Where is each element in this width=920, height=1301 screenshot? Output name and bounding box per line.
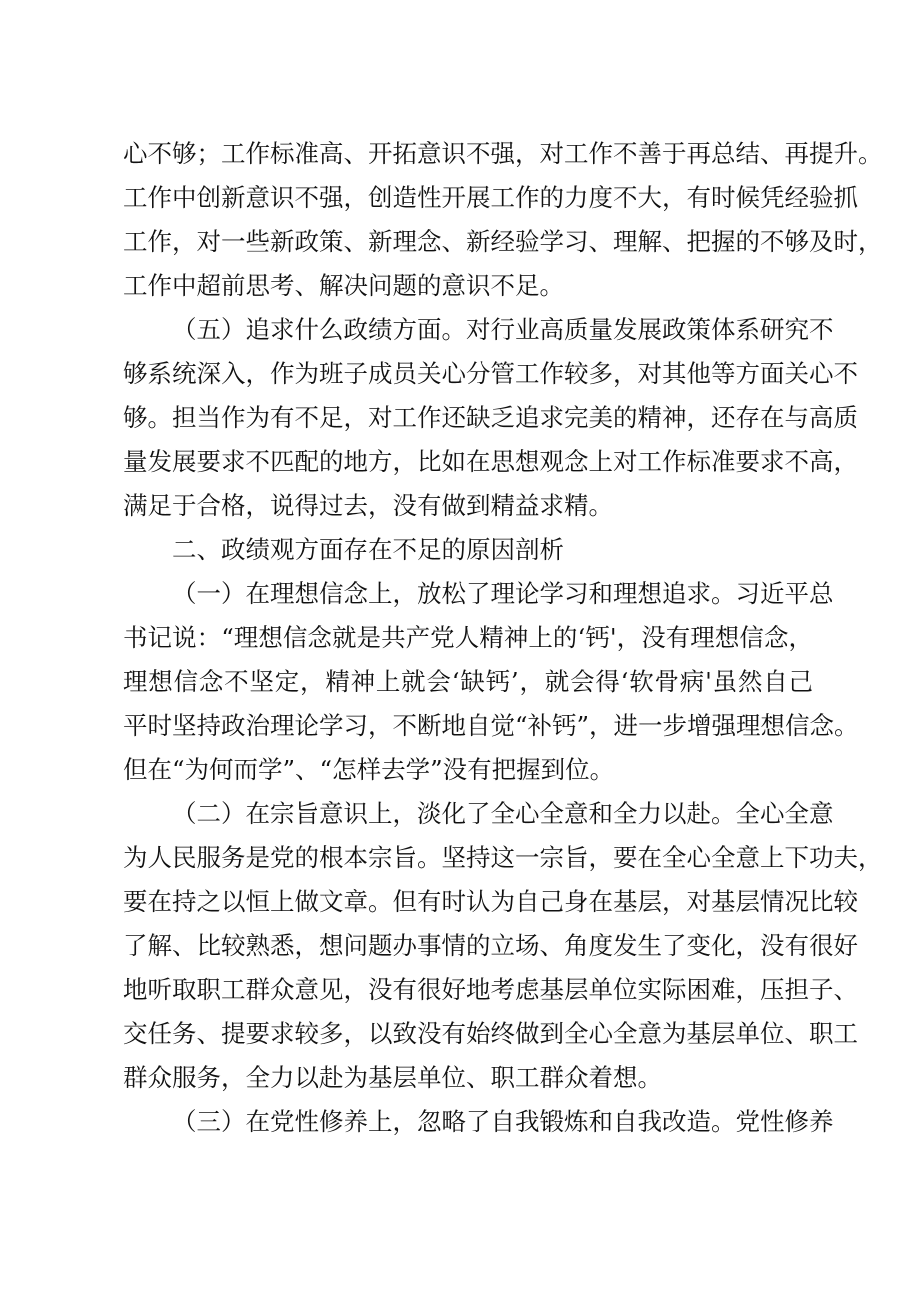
paragraph-line: 工作中超前思考、解决问题的意识不足。 (123, 271, 564, 300)
paragraph-line: 理想信念不坚定，精神上就会‘缺钙’，就会得‘软骨病'虽然自己 (123, 667, 813, 696)
paragraph-line: 群众服务，全力以赴为基层单位、职工群众着想。 (123, 1063, 662, 1092)
paragraph-line: 为人民服务是党的根本宗旨。坚持这一宗旨，要在全心全意上下功夫， (123, 843, 883, 872)
paragraph-line: 够系统深入，作为班子成员关心分管工作较多，对其他等方面关心不 (123, 359, 858, 388)
paragraph-line: （三）在党性修养上，忽略了自我锻炼和自我改造。党性修养 (172, 1107, 834, 1136)
paragraph-line: 交任务、提要求较多，以致没有始终做到全心全意为基层单位、职工 (123, 1019, 858, 1048)
paragraph-line: 了解、比较熟悉，想问题办事情的立场、角度发生了变化，没有很好 (123, 931, 858, 960)
paragraph-line: 地听取职工群众意见，没有很好地考虑基层单位实际困难，压担子、 (123, 975, 858, 1004)
paragraph-line: 但在“为何而学”、“怎样去学”没有把握到位。 (123, 755, 615, 784)
paragraph-line: 心不够；工作标准高、开拓意识不强，对工作不善于再总结、再提升。 (123, 139, 883, 168)
paragraph-line: 书记说：“理想信念就是共产党人精神上的‘钙'，没有理想信念， (123, 623, 813, 652)
paragraph-line: （一）在理想信念上，放松了理论学习和理想追求。习近平总 (172, 579, 834, 608)
paragraph-line: 要在持之以恒上做文章。但有时认为自己身在基层，对基层情况比较 (123, 887, 858, 916)
paragraph-line: 够。担当作为有不足，对工作还缺乏追求完美的精神，还存在与高质 (123, 403, 858, 432)
paragraph-line: 工作中创新意识不强，创造性开展工作的力度不大，有时候凭经验抓 (123, 183, 858, 212)
paragraph-line: 平时坚持政治理论学习，不断地自觉“补钙”，进一步增强理想信念。 (123, 711, 859, 740)
paragraph-line: 满足于合格，说得过去，没有做到精益求精。 (123, 491, 613, 520)
section-heading: 二、政绩观方面存在不足的原因剖析 (172, 535, 564, 564)
paragraph-line: （五）追求什么政绩方面。对行业高质量发展政策体系研究不 (172, 315, 834, 344)
paragraph-line: （二）在宗旨意识上，淡化了全心全意和全力以赴。全心全意 (172, 799, 834, 828)
paragraph-line: 工作，对一些新政策、新理念、新经验学习、理解、把握的不够及时， (123, 227, 883, 256)
paragraph-line: 量发展要求不匹配的地方，比如在思想观念上对工作标准要求不高， (123, 447, 858, 476)
